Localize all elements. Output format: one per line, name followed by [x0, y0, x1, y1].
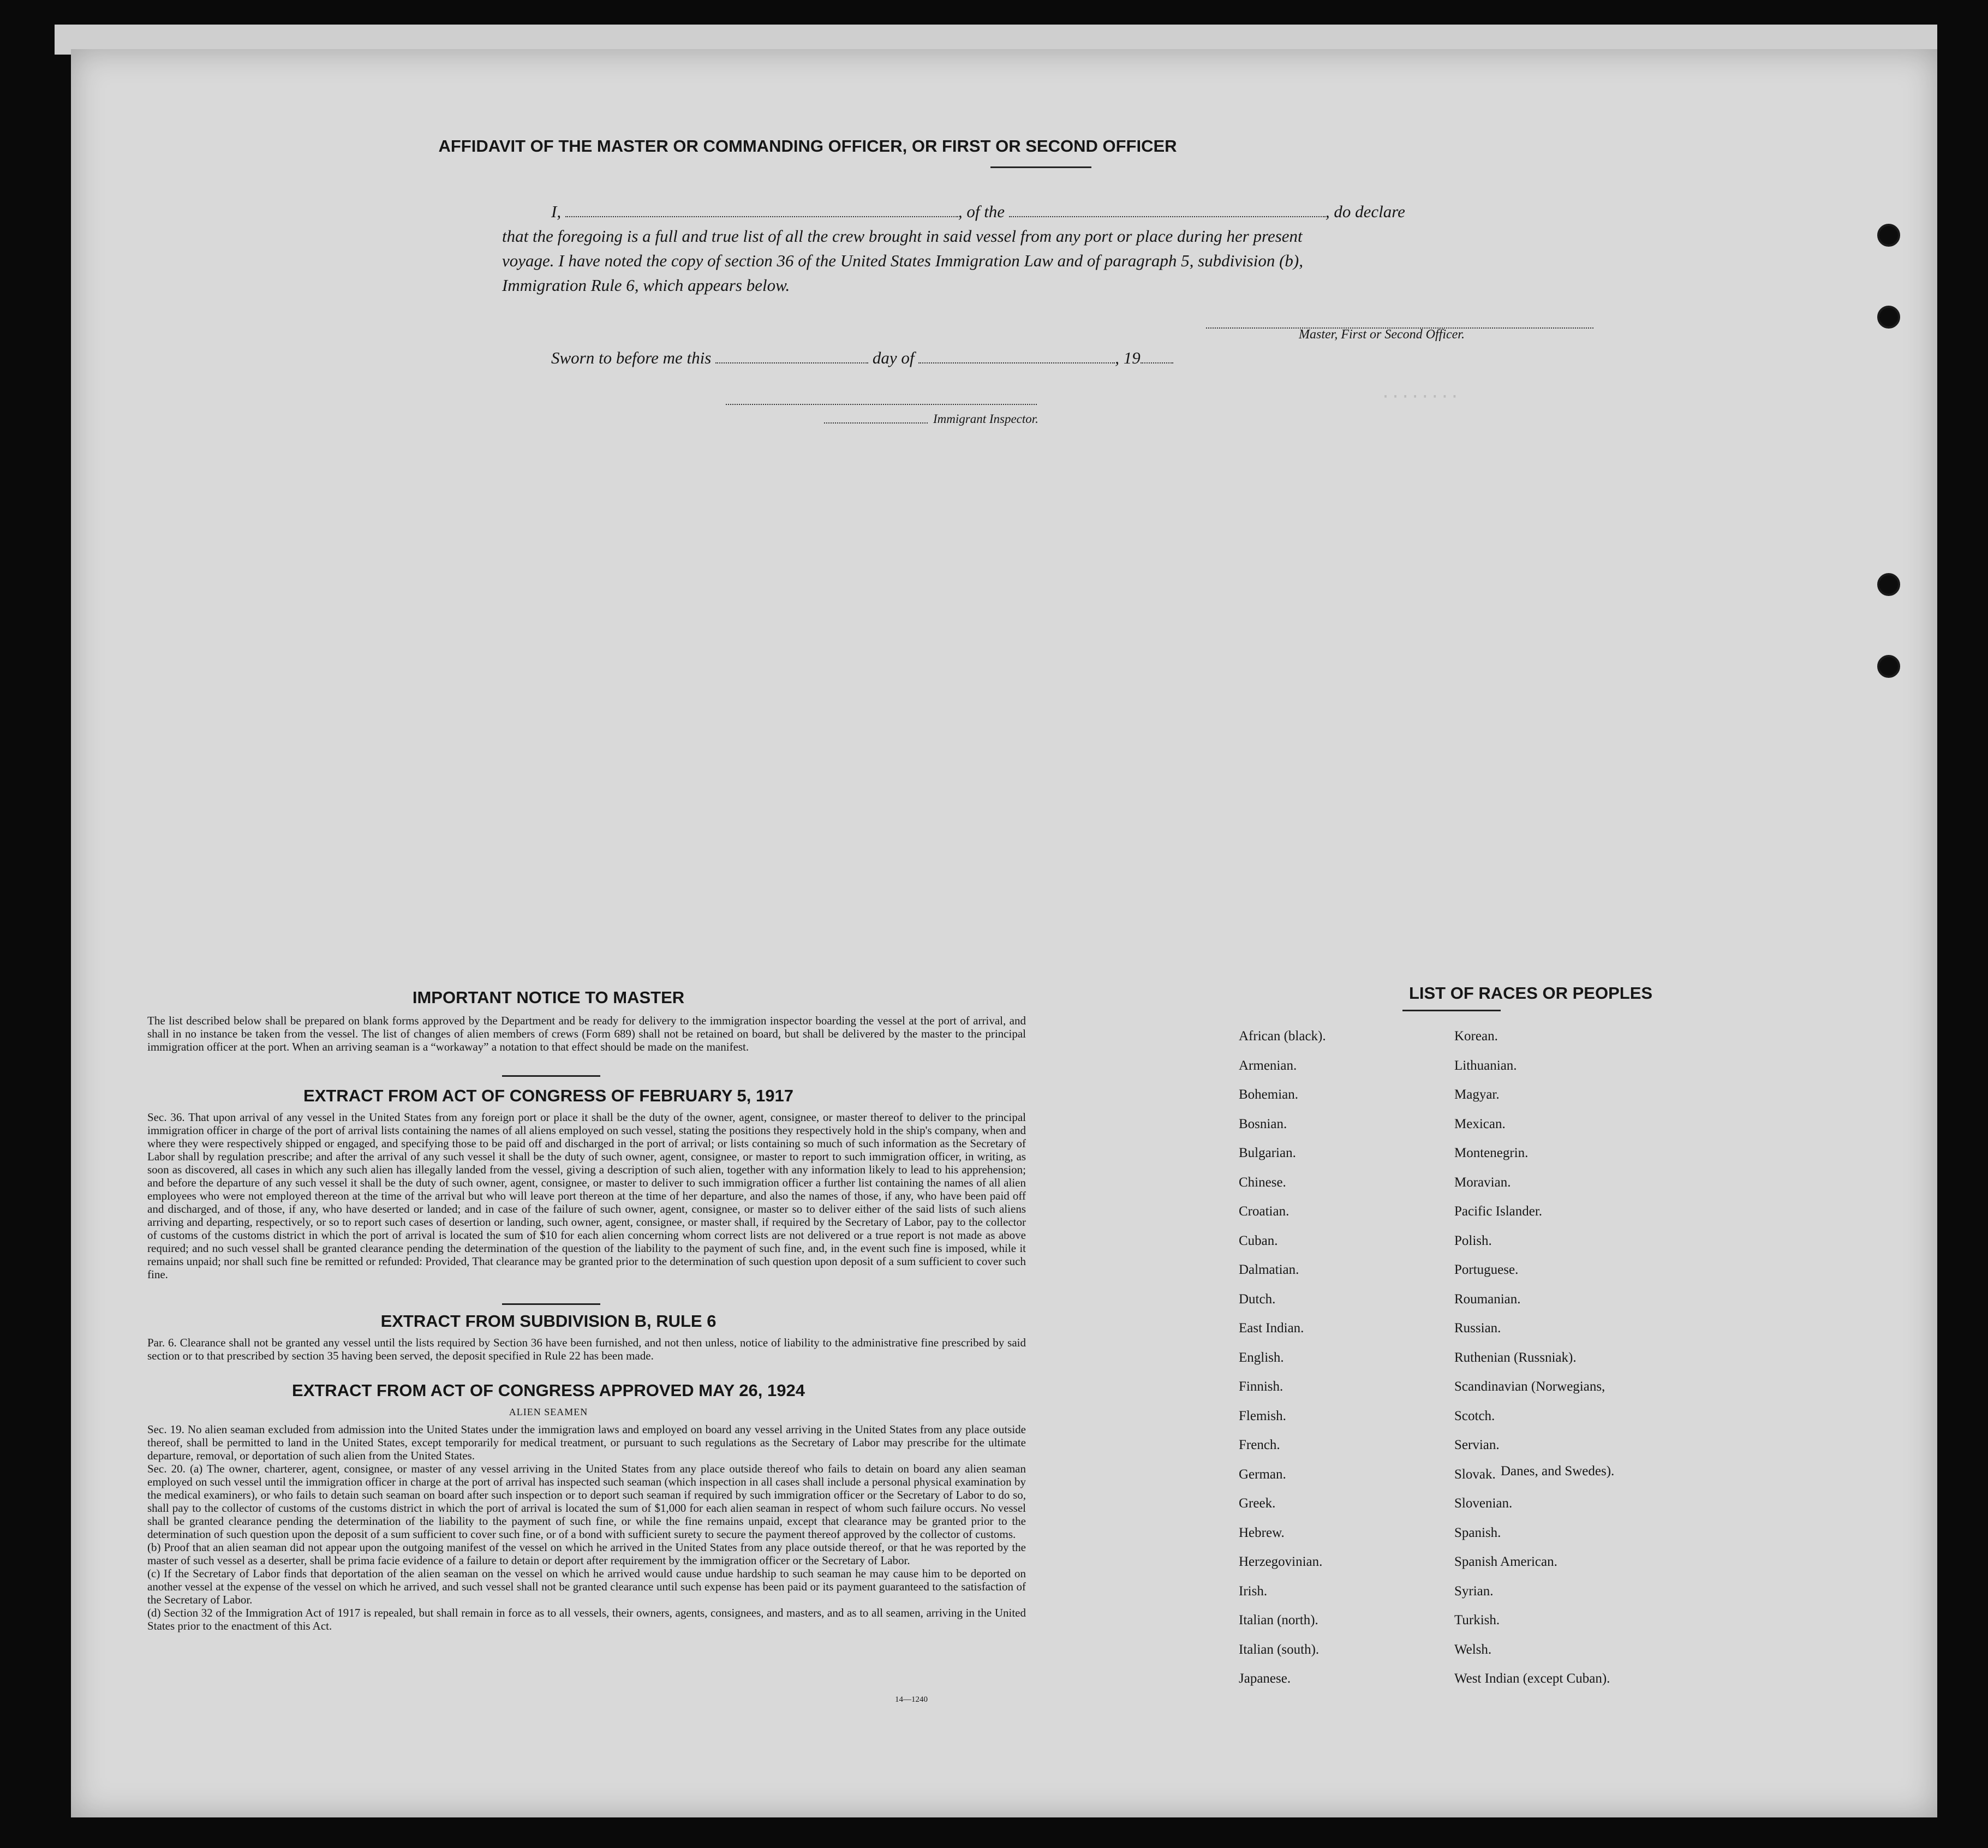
- race-item: Servian.: [1454, 1438, 1500, 1452]
- manifest-sheet: [71, 49, 1937, 1817]
- master-label: Master, First or Second Officer.: [1299, 327, 1465, 342]
- races-title: LIST OF RACES OR PEOPLES: [1408, 983, 1653, 1003]
- extract-1924-text: [147, 1423, 1026, 1632]
- races-rule: [1402, 1010, 1501, 1011]
- sworn-day-of: day of: [872, 348, 915, 367]
- race-item: Irish.: [1239, 1583, 1268, 1599]
- notice-rule: [502, 1075, 600, 1077]
- race-item: Magyar.: [1454, 1087, 1500, 1102]
- sec-20a: Sec. 20. (a) The owner, charterer, agent, consignee, or master of any vessel arriving in the United States from any place outside thereof who fails to detain on board any alien seaman employed on such vessel until the immigration officer in charge at the port of arrival has inspected such seaman (which inspection in all cases shall include a personal physical examination by the medical examiners), or who fails to detain such seaman on board after such inspection or to deport such seaman if required by such immigration officer or the Secretary of Labor to do so, shall pay to the collector of customs of the customs district in which the port of arrival is located the sum of $1,000 for each alien seaman in respect of whom such failure occurs. No vessel shall be granted clearance pending the determination of the liability to the payment of such fine, or while the fine remains unpaid, except that clearance may be granted prior to the determination of such question upon the deposit of a sum sufficient to cover such fine, or of a bond with sufficient surety to secure the payment thereof approved by the collector of customs.: [147, 1462, 1026, 1541]
- affidavit-line-4: Immigration Rule 6, which appears below.: [502, 276, 790, 295]
- sec-20b: (b) Proof that an alien seaman did not appear upon the outgoing manifest of the vessel on which he arrived in the United States from any place outside thereof, or that he was reported by the master of such vessel as a deserter, shall be prima facie evidence of a failure to detain or deport after requirement by the immigration officer or the Secretary of Labor.: [147, 1541, 1026, 1567]
- title-rule: [990, 166, 1091, 168]
- year-blank: [1141, 362, 1173, 363]
- race-item: Dalmatian.: [1239, 1262, 1299, 1277]
- race-scandinavian-continuation: Danes, and Swedes).: [1501, 1464, 1615, 1479]
- race-item: Korean.: [1454, 1029, 1498, 1044]
- inspector-label: Immigrant Inspector.: [933, 412, 1038, 426]
- race-item: Greek.: [1239, 1496, 1276, 1511]
- binder-hole: [1877, 306, 1900, 329]
- race-item: Armenian.: [1239, 1058, 1297, 1073]
- form-number: 14—1240: [895, 1695, 928, 1704]
- binder-hole: [1877, 573, 1900, 596]
- sworn-line: [551, 348, 1315, 368]
- race-item: Bohemian.: [1239, 1087, 1299, 1102]
- race-item: Montenegrin.: [1454, 1146, 1529, 1160]
- notice-title: IMPORTANT NOTICE TO MASTER: [412, 988, 685, 1007]
- race-item: African (black).: [1239, 1029, 1326, 1044]
- extract-1917-rule: [502, 1303, 600, 1305]
- sworn-year: , 19: [1115, 348, 1141, 367]
- day-blank: [715, 362, 868, 363]
- race-item: Italian (south).: [1239, 1642, 1320, 1657]
- race-item: Roumanian.: [1454, 1291, 1521, 1307]
- extract-1924-title: EXTRACT FROM ACT OF CONGRESS APPROVED MAY 26, 1924: [292, 1381, 805, 1400]
- month-blank: [918, 362, 1115, 363]
- race-item: Spanish.: [1454, 1525, 1501, 1540]
- race-item: Croatian.: [1239, 1204, 1289, 1219]
- binder-hole: [1877, 224, 1900, 247]
- affidavit-declare: , do declare: [1325, 202, 1405, 221]
- race-item: Chinese.: [1239, 1175, 1286, 1190]
- extract-rule6-text: Par. 6. Clearance shall not be granted any vessel until the lists required by Section 36 have been furnished, and not then unless, notice of liability to the administrative fine prescribed by said section or to that prescribed by section 35 having been served, the deposit specified in Rule 22 has been made.: [147, 1336, 1026, 1362]
- race-item: Dutch.: [1239, 1291, 1276, 1307]
- race-item: Lithuanian.: [1454, 1058, 1517, 1073]
- race-item: Polish.: [1454, 1233, 1492, 1248]
- race-item: English.: [1239, 1350, 1284, 1365]
- inspector-name-line: [824, 422, 928, 424]
- affidavit-line-1: [551, 202, 1615, 222]
- race-item: Italian (north).: [1239, 1613, 1318, 1628]
- race-item: Syrian.: [1454, 1583, 1494, 1599]
- extract-1924-subtitle: ALIEN SEAMEN: [509, 1406, 588, 1417]
- race-item: Flemish.: [1239, 1408, 1286, 1423]
- race-item: Slovak.: [1454, 1467, 1496, 1482]
- race-item: Japanese.: [1239, 1671, 1291, 1686]
- race-item: Turkish.: [1454, 1613, 1500, 1628]
- vessel-blank: [1009, 216, 1326, 217]
- race-item: Slovenian.: [1454, 1496, 1513, 1511]
- race-item: Mexican.: [1454, 1116, 1506, 1131]
- inspector-signature-line: [726, 404, 1037, 405]
- sec-20c: (c) If the Secretary of Labor finds that deportation of the alien seaman on the vessel on which he arrived would cause undue hardship to such seaman he may cause him to be deported on another vessel at the expense of the vessel on which he arrived, and such vessel shall not be granted clearance until such expense has been paid or its payment guaranteed to the satisfaction of the Secretary of Labor.: [147, 1567, 1026, 1606]
- binder-hole: [1877, 655, 1900, 678]
- race-item: Bosnian.: [1239, 1116, 1287, 1131]
- affidavit-of-the: , of the: [958, 202, 1005, 221]
- affidavit-line-2: that the foregoing is a full and true list of all the crew brought in said vessel from any port or place during her present: [502, 226, 1303, 246]
- extract-1917-title: EXTRACT FROM ACT OF CONGRESS OF FEBRUARY 5, 1917: [303, 1086, 793, 1105]
- extract-rule6-title: EXTRACT FROM SUBDIVISION B, RULE 6: [380, 1312, 717, 1331]
- race-item: Russian.: [1454, 1321, 1501, 1336]
- affidavit-i: I,: [551, 202, 562, 221]
- sworn-prefix: Sworn to before me this: [551, 348, 712, 367]
- race-item: Spanish American.: [1454, 1554, 1557, 1569]
- sec-19: Sec. 19. No alien seaman excluded from admission into the United States under the immigration laws and employed on board any vessel arriving in the United States from any place outside thereof, shall be permitted to land in the United States, except temporarily for medical treatment, or pursuant to such regulations as the Secretary of Labor may prescribe for the ultimate departure, removal, or deportation of such alien from the United States.: [147, 1423, 1026, 1462]
- race-item: French.: [1239, 1438, 1280, 1452]
- race-item: East Indian.: [1239, 1321, 1304, 1336]
- race-item: Cuban.: [1239, 1233, 1278, 1248]
- affidavit-line-3: voyage. I have noted the copy of section 36 of the United States Immigration Law and of paragraph 5, subdivision (b),: [502, 251, 1303, 270]
- race-item: Herzegovinian.: [1239, 1554, 1323, 1569]
- race-item: Moravian.: [1454, 1175, 1511, 1190]
- race-item: Bulgarian.: [1239, 1146, 1296, 1160]
- race-item: Scandinavian (Norwegians,: [1454, 1379, 1605, 1394]
- race-item: Welsh.: [1454, 1642, 1492, 1657]
- race-item: Portuguese.: [1454, 1262, 1519, 1277]
- race-item: Scotch.: [1454, 1408, 1495, 1423]
- race-item: Hebrew.: [1239, 1525, 1285, 1540]
- race-item: Ruthenian (Russniak).: [1454, 1350, 1577, 1365]
- notice-text: The list described below shall be prepared on blank forms approved by the Department and be ready for delivery to the immigration inspector boarding the vessel at the port of arrival, and shall in no instance be taken from the vessel. The list of changes of alien members of crews (Form 689) shall not be retained on board, but shall be delivered by the master to the principal immigration officer at the port. When an arriving seaman is a “workaway” a notation to that effect should be made on the manifest.: [147, 1014, 1026, 1053]
- race-item: Finnish.: [1239, 1379, 1283, 1394]
- extract-1917-text: Sec. 36. That upon arrival of any vessel in the United States from any foreign port or place it shall be the duty of the owner, agent, consignee, or master thereof to deliver to the principal immigration officer in charge of the port of arrival lists containing the names of all aliens employed on such vessel, stating the positions they respectively hold in the ship's company, when and where they were respectively shipped or engaged, and specifying those to be paid off and discharged in the port of arrival; or lists containing so much of such information as the Secretary of Labor shall by regulation prescribe; and after the arrival of any such vessel it shall be the duty of such owner, agent, consignee, or master to report to such immigration officer, in writing, as soon as discovered, all cases in which any such alien has illegally landed from the vessel, giving a description of such alien, together with any information likely to lead to his apprehension; and before the departure of any such vessel it shall be the duty of such owner, agent, consignee, or master to deliver to such immigration officer a further list containing the names of all alien employees who were not employed thereon at the time of the arrival but who will leave port thereon at the time of her departure, and also the names of those, if any, who have been paid off and discharged, and of those, if any, who have deserted or landed; and in case of the failure of such owner, agent, consignee, or master so to deliver either of the said lists of such aliens arriving and departing, respectively, or so to report such cases of desertion or landing, such owner, agent, consignee, or master shall, if required by the Secretary of Labor, pay to the collector of customs of the customs district in which the port of arrival is located the sum of $10 for each alien concerning whom correct lists are not delivered or a true report is not made as above required; and no such vessel shall be granted clearance pending the determination of the question of the liability to the payment of such fine, and, in the event such fine is imposed, while it remains unpaid; nor shall such fine be remitted or refunded: Provided, That clearance may be granted prior to the determination of such question upon deposit of a sum sufficient to cover such fine.: [147, 1111, 1026, 1281]
- race-item: Pacific Islander.: [1454, 1204, 1543, 1219]
- race-item: German.: [1239, 1467, 1286, 1482]
- race-item: West Indian (except Cuban).: [1454, 1671, 1610, 1686]
- sec-20d: (d) Section 32 of the Immigration Act of 1917 is repealed, but shall remain in force as to all vessels, their owners, agents, consignees, and masters, and as to all seamen, arriving in the United States prior to the enactment of this Act.: [147, 1606, 1026, 1632]
- affidavit-title: AFFIDAVIT OF THE MASTER OR COMMANDING OFFICER, OR FIRST OR SECOND OFFICER: [438, 136, 1177, 156]
- name-blank: [565, 216, 958, 217]
- bleed-through-column: ········: [1381, 388, 1460, 407]
